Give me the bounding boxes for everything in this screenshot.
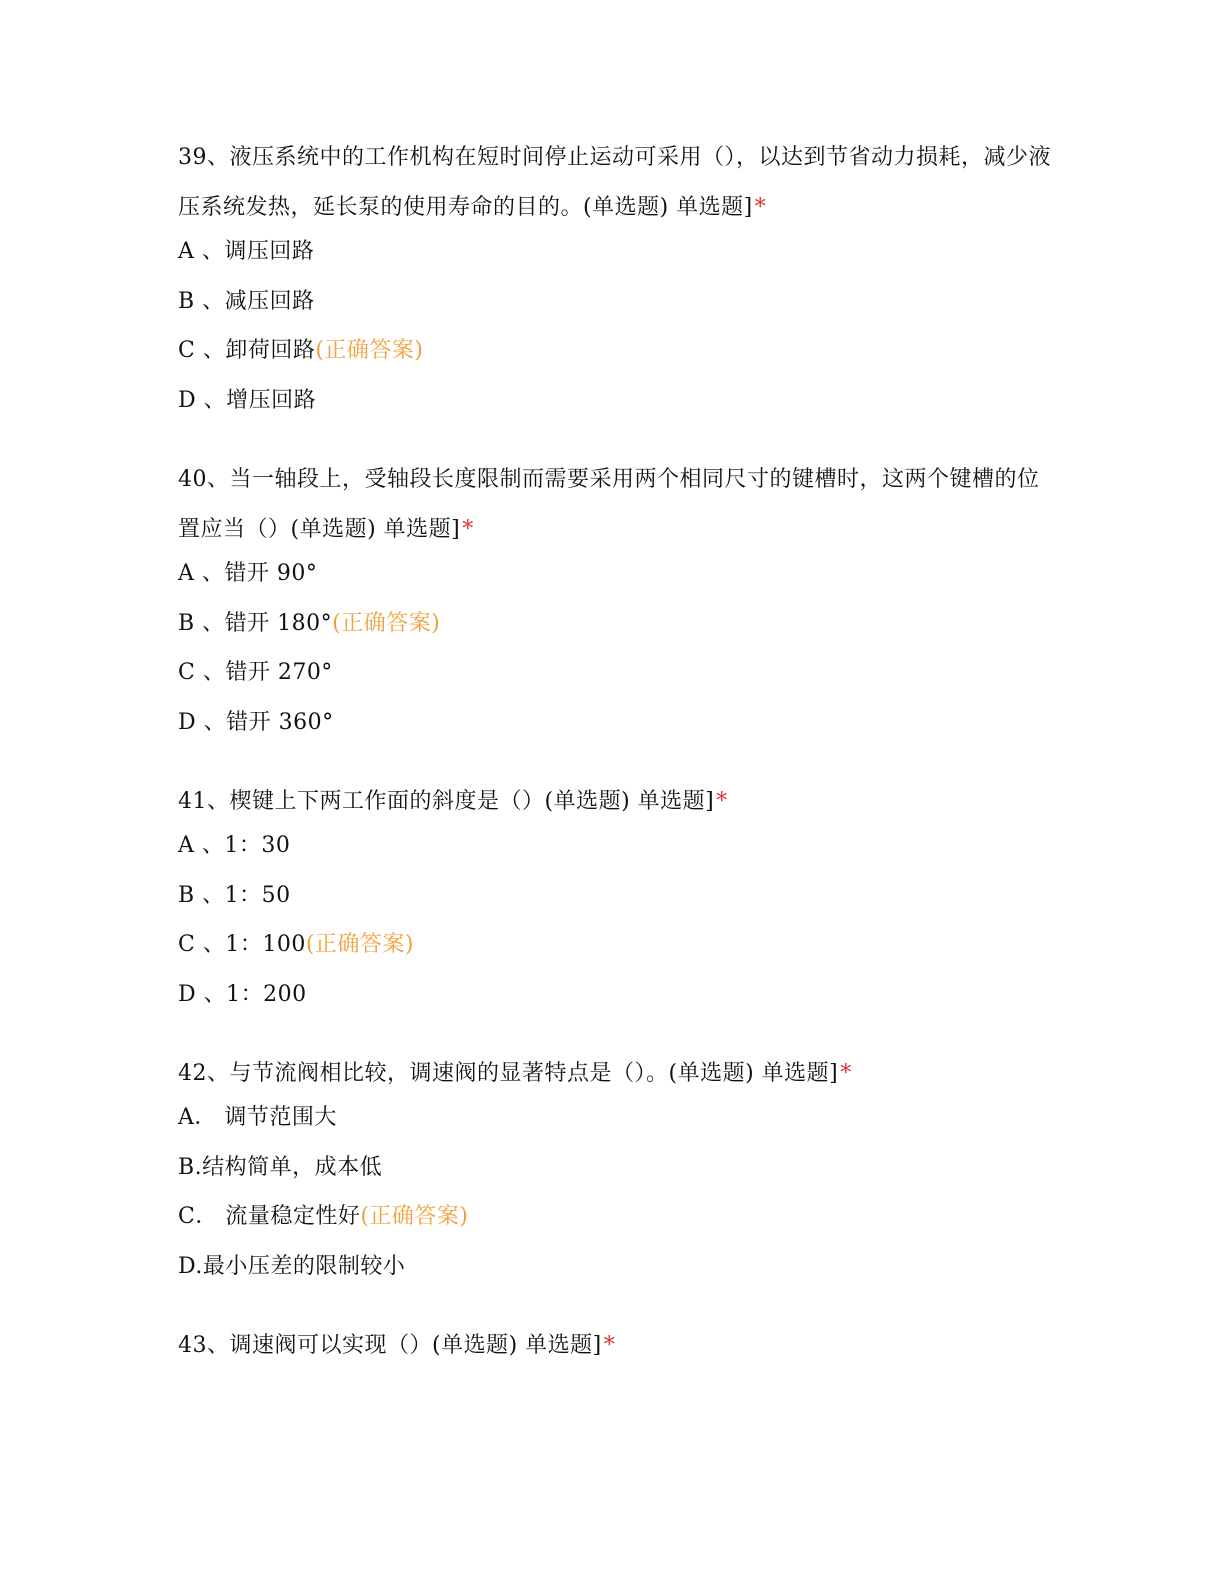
required-star: * xyxy=(840,1061,852,1086)
question-text: 43、调速阀可以实现（）(单选题) 单选题]* xyxy=(178,1333,616,1358)
question-text: 39、液压系统中的工作机构在短时间停止运动可采用（），以达到节省动力损耗，减少液压系统发热，延长泵的使用寿命的目的。(单选题) 单选题]* xyxy=(178,145,1051,220)
option-d[interactable]: D.最小压差的限制较小 xyxy=(178,1253,406,1279)
option-c[interactable]: C 、1：100(正确答案) xyxy=(178,932,414,957)
correct-answer-label: (正确答案) xyxy=(305,932,414,957)
option-b[interactable]: B 、错开 180°(正确答案) xyxy=(178,610,441,636)
option-d[interactable]: D 、1：200 xyxy=(178,981,307,1007)
option-d[interactable]: D 、错开 360° xyxy=(178,709,334,735)
option-a[interactable]: A 、调压回路 xyxy=(178,239,315,264)
option-d[interactable]: D 、增压回路 xyxy=(178,387,317,413)
question-41 xyxy=(178,777,1058,1030)
quiz-page xyxy=(178,133,1058,1376)
option-c[interactable]: C 、错开 270° xyxy=(178,660,333,685)
question-43 xyxy=(178,1321,1058,1371)
required-star: * xyxy=(716,789,728,814)
option-b[interactable]: B 、1：50 xyxy=(178,882,291,908)
correct-answer-label: (正确答案) xyxy=(332,610,441,636)
option-a[interactable]: A 、1：30 xyxy=(178,833,291,858)
option-c[interactable]: C． 流量稳定性好(正确答案) xyxy=(178,1204,469,1229)
required-star: * xyxy=(603,1333,616,1358)
option-b[interactable]: B.结构简单，成本低 xyxy=(178,1154,383,1180)
question-text: 40、当一轴段上，受轴段长度限制而需要采用两个相同尺寸的键槽时，这两个键槽的位置应当（）(单选题) 单选题]* xyxy=(178,467,1040,542)
question-text: 41、楔键上下两工作面的斜度是（）(单选题) 单选题]* xyxy=(178,789,728,814)
question-42 xyxy=(178,1049,1058,1302)
correct-answer-label: (正确答案) xyxy=(315,338,424,363)
question-39 xyxy=(178,133,1058,436)
question-text: 42、与节流阀相比较，调速阀的显著特点是（）。(单选题) 单选题]* xyxy=(178,1061,852,1086)
correct-answer-label: (正确答案) xyxy=(360,1204,469,1229)
required-star: * xyxy=(754,195,767,220)
option-c[interactable]: C 、卸荷回路(正确答案) xyxy=(178,338,424,363)
option-a[interactable]: A． 调节范围大 xyxy=(178,1105,337,1130)
option-b[interactable]: B 、减压回路 xyxy=(178,288,315,314)
question-40 xyxy=(178,455,1058,758)
required-star: * xyxy=(462,517,474,542)
option-a[interactable]: A 、错开 90° xyxy=(178,561,318,586)
